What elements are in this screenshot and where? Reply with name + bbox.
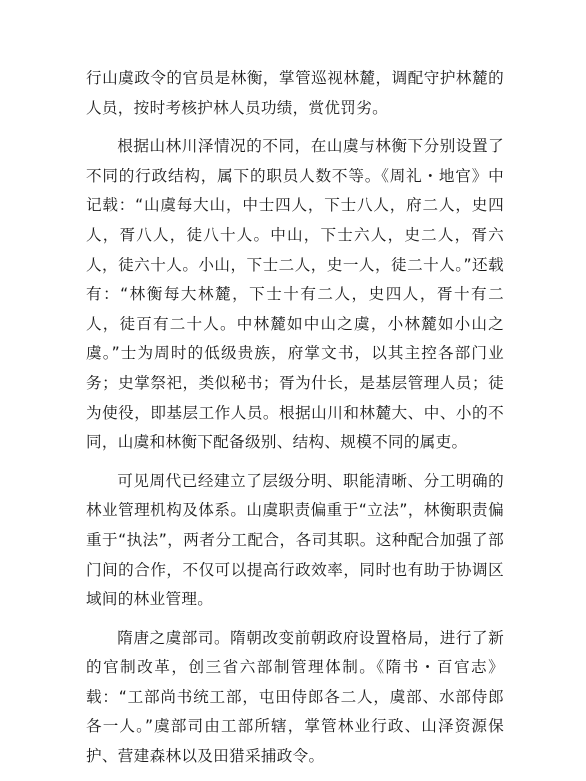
paragraph-3: 可见周代已经建立了层级分明、职能清晰、分工明确的林业管理机构及体系。山虞职责偏重于“立法”，林衡职责偏重于“执法”，两者分工配合，各司其职。这种配合加强了部门间的合作，不仅可以提高行政效率，同时也有助于协调区域间的林业管理。 — [86, 471, 504, 609]
paragraph-1: 行山虞政令的官员是林衡，掌管巡视林麓，调配守护林麓的人员，按时考核护林人员功绩，赏优罚劣。 — [86, 69, 504, 117]
paragraph-2: 根据山林川泽情况的不同，在山虞与林衡下分别设置了不同的行政结构，属下的职员人数不等。《周礼・地官》中记载：“山虞每大山，中士四人，下士八人，府二人，史四人，胥八人，徒八十人。中山，下士六人，史二人，胥六人，徒六十人。小山，下士二人，史一人，徒二十人。”还载有：“林衡每大林麓，下士十有二人，史四人，胥十有二人，徒百有二十人。中林麓如中山之虞，小林麓如小山之虞。”士为周时的低级贵族，府掌文书，以其主控各部门业务；史掌祭祀，类似秘书；胥为什长，是基层管理人员；徒为使役，即基层工作人员。根据山川和林麓大、中、小的不同，山虞和林衡下配备级别、结构、规模不同的属吏。 — [86, 137, 504, 452]
document-page — [86, 64, 504, 781]
paragraph-4: 隋唐之虞部司。隋朝改变前朝政府设置格局，进行了新的官制改革，创三省六部制管理体制。《隋书・百官志》载：“工部尚书统工部，屯田侍郎各二人，虞部、水部侍郎各一人。”虞部司由工部所辖，掌管林业行政、山泽资源保护、营建森林以及田猎采捕政令。 — [86, 628, 504, 766]
